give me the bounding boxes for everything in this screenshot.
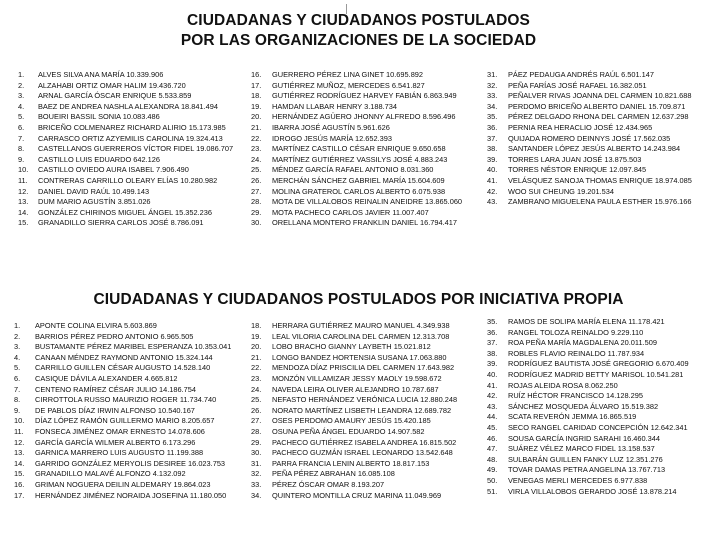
item-number: 37. (487, 338, 498, 348)
item-name: HERNÁNDEZ JIMÉNEZ NORAIDA JOSEFINA 11.180.050 (35, 490, 227, 500)
item-name: DÍAZ LÓPEZ RAMÓN GUILLERMO MARIO 8.205.657 (35, 416, 215, 426)
item-number: 3. (18, 91, 25, 101)
item-name: ARNAL GARCÍA ÓSCAR ENRIQUE 5.533.859 (38, 91, 192, 101)
item-name: GRANADILLO MALAVÉ ALFONZO 4.132.092 (35, 469, 186, 479)
item-name: PEÑA FARÍAS JOSÉ RAFAEL 16.382.051 (508, 80, 647, 90)
item-number: 51. (487, 486, 498, 496)
item-number: 41. (487, 380, 498, 390)
item-name: PÁEZ PEDAUGA ANDRÉS RAÚL 6.501.147 (508, 70, 654, 79)
item-number: 33. (487, 91, 498, 101)
item-name: HAMDAN LLABAR HENRY 3.188.734 (272, 101, 398, 111)
item-number: 26. (251, 405, 262, 415)
item-number: 7. (18, 133, 25, 143)
item-name: ZAMBRANO MIGUELENA PAULA ESTHER 15.976.166 (508, 197, 692, 207)
item-number: 15. (18, 218, 29, 228)
item-number: 5. (14, 363, 21, 373)
item-number: 27. (251, 416, 262, 426)
item-number: 45. (487, 422, 498, 432)
item-number: 30. (251, 218, 262, 228)
item-name: PERDOMO BRICEÑO ALBERTO DANIEL 15.709.871 (508, 101, 686, 111)
item-name: MÉNDEZ GARCÍA RAFAEL ANTONIO 8.031.360 (272, 165, 434, 175)
item-number: 27. (251, 186, 262, 196)
item-name: SCATA REVERÓN JEMMA 16.865.519 (508, 412, 637, 422)
item-name: CARRASCO ORTIZ AZYEMILIS CAROLINA 19.324.413 (38, 133, 223, 143)
item-name: RODRÍGUEZ MADRID BETTY MARISOL 10.541.281 (508, 369, 684, 379)
item-name: SULBARÁN GUILLEN FANKY LUZ 12.351.276 (508, 454, 663, 464)
item-number: 40. (487, 165, 498, 175)
item-number: 25. (251, 395, 262, 405)
item-name: RAMOS DE SOLIPA MARÍA ELENA 11.178.421 (508, 317, 665, 326)
item-name: SANTANDER LÓPEZ JESÚS ALBERTO 14.243.984 (508, 144, 681, 154)
item-name: PEÑA PÉREZ ABRAHAN 16.085.108 (272, 469, 395, 479)
item-name: MERCHÁN SÁNCHEZ GABRIEL MARÍA 15.604.609 (272, 175, 445, 185)
item-number: 18. (251, 91, 262, 101)
item-number: 43. (487, 197, 498, 207)
item-number: 3. (14, 342, 21, 352)
item-name: ROA PEÑA MARÍA MAGDALENA 20.011.509 (508, 338, 657, 348)
item-number: 28. (251, 426, 262, 436)
item-number: 1. (18, 70, 25, 79)
item-name: SUÁREZ VÉLEZ MARCO FIDEL 13.158.537 (508, 444, 655, 454)
item-number: 14. (18, 207, 29, 217)
item-name: CASIQUE DÁVILA ALEXANDER 4.665.812 (35, 373, 178, 383)
item-name: PARRA FRANCIA LENIN ALBERTO 18.817.153 (272, 458, 430, 468)
item-name: GUTIÉRREZ MUÑOZ, MERCEDES 6.541.827 (272, 80, 425, 90)
item-name: NEFASTO HERNÁNDEZ VERÓNICA LUCIA 12.880.248 (272, 395, 458, 405)
item-name: LOBO BRACHO GIANNY LAYBETH 15.021.812 (272, 342, 431, 352)
item-name: OSES PERDOMO AMAURY JESÚS 15.420.185 (272, 416, 431, 426)
item-number: 39. (487, 359, 498, 369)
item-number: 23. (251, 144, 262, 154)
item-number: 20. (251, 112, 262, 122)
item-name: LEAL VILORIA CAROLINA DEL CARMEN 12.313.708 (272, 331, 450, 341)
item-number: 34. (487, 101, 498, 111)
item-number: 24. (251, 384, 262, 394)
item-name: WOO SUI CHEUNG 19.201.534 (508, 186, 614, 196)
item-number: 32. (251, 469, 262, 479)
item-name: ROBLES FLAVIO REINALDO 11.787.934 (508, 348, 645, 358)
item-number: 37. (487, 133, 498, 143)
item-name: MOLINA GRATEROL CARLOS ALBERTO 6.075.938 (272, 186, 446, 196)
item-name: PERNIA REA HERACLIO JOSÉ 12.434.965 (508, 122, 653, 132)
item-number: 22. (251, 363, 262, 373)
item-name: SOUSA GARCÍA INGRID SARAHI 16.460.344 (508, 433, 660, 443)
item-name: SECO RANGEL CARIDAD CONCEPCIÓN 12.642.341 (508, 422, 688, 432)
item-name: CIRROTTOLA RUSSO MAURIZIO ROGER 11.734.740 (35, 395, 217, 405)
item-number: 21. (251, 352, 262, 362)
item-number: 11. (18, 175, 28, 185)
item-number: 40. (487, 369, 498, 379)
item-number: 29. (251, 437, 262, 447)
item-name: VELÁSQUEZ SANOJA THOMAS ENRIQUE 18.974.085 (508, 175, 692, 185)
item-name: TORRES LARA JUAN JOSÉ 13.875.503 (508, 154, 642, 164)
item-number: 30. (251, 448, 262, 458)
item-name: BAEZ DE ANDREA NASHLA ALEXANDRA 18.841.494 (38, 101, 218, 111)
item-name: MARTÍNEZ CASTILLO CÉSAR ENRIQUE 9.650.658 (272, 144, 446, 154)
item-name: APONTE COLINA ELVIRA 5.603.869 (35, 321, 157, 330)
item-name: DE PABLOS DÍAZ IRWIN ALFONSO 10.540.167 (35, 405, 195, 415)
item-number: 9. (18, 154, 25, 164)
item-number: 49. (487, 465, 498, 475)
item-number: 12. (18, 186, 29, 196)
item-name: MENDOZA DÍAZ PRISCILIA DEL CARMEN 17.643.982 (272, 363, 455, 373)
item-number: 18. (251, 321, 262, 330)
item-name: GARNICA MARRERO LUIS AUGUSTO 11.199.388 (35, 448, 204, 458)
item-number: 42. (487, 391, 498, 401)
item-number: 31. (251, 458, 262, 468)
item-number: 16. (14, 479, 25, 489)
item-number: 7. (14, 384, 21, 394)
item-number: 17. (14, 490, 25, 500)
item-name: TOVAR DAMAS PETRA ANGELINA 13.767.713 (508, 465, 666, 475)
item-number: 4. (18, 101, 25, 111)
item-name: PEÑALVER RIVAS JOANNA DEL CARMEN 10.821.688 (508, 91, 692, 101)
item-number: 36. (487, 327, 498, 337)
item-number: 1. (14, 321, 21, 330)
item-name: RUÍZ HÉCTOR FRANCISCO 14.128.295 (508, 391, 643, 401)
item-number: 48. (487, 454, 498, 464)
item-number: 13. (18, 197, 29, 207)
item-number: 23. (251, 373, 262, 383)
item-number: 38. (487, 144, 498, 154)
item-number: 8. (18, 144, 25, 154)
item-number: 42. (487, 186, 498, 196)
item-name: BARRIOS PÉREZ PEDRO ANTONIO 6.965.505 (35, 331, 194, 341)
item-name: PÉREZ ÓSCAR OMAR 8.193.207 (272, 479, 385, 489)
item-name: GUTIÉRREZ RODRÍGUEZ HARVEY FABIÁN 6.863.949 (272, 91, 457, 101)
item-number: 6. (18, 122, 25, 132)
item-name: BRICEÑO COLMENAREZ RICHARD ALIRIO 15.173.985 (38, 122, 226, 132)
item-number: 21. (251, 122, 262, 132)
item-number: 46. (487, 433, 498, 443)
item-name: IDROGO JESÚS MARÍA 12.652.393 (272, 133, 392, 143)
item-number: 38. (487, 348, 498, 358)
item-name: TORRES NÉSTOR ENRIQUE 12.097.845 (508, 165, 647, 175)
item-number: 2. (14, 331, 21, 341)
item-number: 33. (251, 479, 262, 489)
item-name: CARRILLO GUILLEN CÉSAR AUGUSTO 14.528.140 (35, 363, 211, 373)
item-name: GARCÍA GARCÍA WILMER ALBERTO 6.173.296 (35, 437, 196, 447)
item-number: 25. (251, 165, 262, 175)
item-name: MARTÍNEZ GUTIÉRREZ VASSILYS JOSÉ 4.883.243 (272, 154, 448, 164)
item-name: NORATO MARTÍNEZ LISBETH LEANDRA 12.689.782 (272, 405, 452, 415)
item-name: OSUNA PEÑA ÁNGEL EDUARDO 14.907.582 (272, 426, 425, 436)
item-number: 31. (487, 70, 498, 79)
section1-title-line2: POR LAS ORGANIZACIONES DE LA SOCIEDAD (180, 32, 537, 49)
item-number: 26. (251, 175, 262, 185)
item-number: 6. (14, 373, 21, 383)
item-number: 32. (487, 80, 498, 90)
item-name: CANAAN MÉNDEZ RAYMOND ANTONIO 15.324.144 (35, 352, 213, 362)
item-number: 47. (487, 444, 498, 454)
item-number: 15. (14, 469, 25, 479)
item-name: QUINTERO MONTILLA CRUZ MARINA 11.049.969 (272, 490, 442, 500)
item-name: HERNÁNDEZ AGÜERO JHONNY ALFREDO 8.596.496 (272, 112, 456, 122)
item-name: DANIEL DAVID RAÚL 10.499.143 (38, 186, 150, 196)
item-name: MOTA DE VILLALOBOS REINALIN ANEIDRE 13.865.060 (272, 197, 463, 207)
item-name: GRIMAN NOGUERA DEILIN ALDEMARY 19.864.023 (35, 479, 211, 489)
item-name: RANGEL TOLOZA REINALDO 9.229.110 (508, 327, 644, 337)
item-number: 10. (18, 165, 29, 175)
item-name: ALZAHABI ORTIZ OMAR HALIM 19.436.720 (38, 80, 186, 90)
item-number: 20. (251, 342, 262, 352)
item-name: IBARRA JOSÉ AGUSTÍN 5.961.626 (272, 122, 390, 132)
item-name: SÁNCHEZ MOSQUEDA ÁLVARO 15.519.382 (508, 401, 659, 411)
item-name: NAVEDA LEIRA OLIVER ALEJANDRO 10.787.687 (272, 384, 439, 394)
item-name: BUSTAMANTE PÉREZ MARIBEL ESPERANZA 10.353.041 (35, 342, 232, 352)
item-name: BOUEIRI BASSIL SONIA 10.083.486 (38, 112, 160, 122)
item-number: 13. (14, 448, 25, 458)
item-name: CASTILLO OVIEDO AURA ISABEL 7.906.490 (38, 165, 189, 175)
item-number: 11. (14, 426, 24, 436)
item-number: 12. (14, 437, 25, 447)
item-number: 8. (14, 395, 21, 405)
item-name: GARRIDO GONZÁLEZ MERYOLIS DESIREE 16.023.753 (35, 458, 226, 468)
section1-title-line1: CIUDADANAS Y CIUDADANOS POSTULADOS (187, 12, 530, 29)
item-name: CASTELLANOS GUERREROS VÍCTOR FIDEL 19.086.707 (38, 144, 234, 154)
item-number: 9. (14, 405, 21, 415)
item-name: GUERRERO PÉREZ LINA GINET 10.695.892 (272, 70, 424, 79)
item-number: 35. (487, 317, 498, 326)
item-number: 34. (251, 490, 262, 500)
item-name: PACHECO GUTIÉRREZ ISABELA ANDREA 16.815.502 (272, 437, 457, 447)
item-number: 4. (14, 352, 21, 362)
item-number: 5. (18, 112, 25, 122)
item-number: 24. (251, 154, 262, 164)
item-name: ORELLANA MONTERO FRANKLIN DANIEL 16.794.417 (272, 218, 457, 228)
item-name: ROJAS ALEIDA ROSA 8.062.250 (508, 380, 618, 390)
item-number: 44. (487, 412, 498, 422)
item-number: 14. (14, 458, 25, 468)
item-name: VENEGAS MERLI MERCEDES 6.977.838 (508, 475, 648, 485)
item-name: ALVES SILVA ANA MARÍA 10.339.906 (38, 70, 164, 79)
section2-title: CIUDADANAS Y CIUDADANOS POSTULADOS POR INICIATIVA PROPIA (93, 291, 624, 308)
item-name: MOTA PACHECO CARLOS JAVIER 11.007.407 (272, 207, 429, 217)
item-number: 36. (487, 122, 498, 132)
item-name: RODRÍGUEZ BAUTISTA JOSÉ GREGORIO 6.670.409 (508, 359, 689, 369)
item-number: 17. (251, 80, 262, 90)
item-number: 35. (487, 112, 498, 122)
item-name: PÉREZ DELGADO RHONA DEL CARMEN 12.637.298 (508, 112, 689, 122)
item-name: PACHECO GUZMÁN ISRAEL LEONARDO 13.542.648 (272, 448, 453, 458)
item-name: DUM MARIO AGUSTÍN 3.851.026 (38, 197, 151, 207)
item-name: CASTILLO LUIS EDUARDO 642.126 (38, 154, 160, 164)
item-number: 19. (251, 331, 262, 341)
item-name: CENTENO RAMÍREZ CÉSAR JULIO 14.186.754 (35, 384, 197, 394)
item-name: QUIJADA ROMERO DEINNYS JOSÉ 17.562.035 (508, 133, 671, 143)
item-number: 10. (14, 416, 25, 426)
item-name: GONZÁLEZ CHIRINOS MIGUEL ÁNGEL 15.352.236 (38, 207, 213, 217)
item-name: FONSECA JIMÉNEZ OMAR ERNESTO 14.078.606 (35, 426, 205, 436)
item-name: MONZÓN VILLAMIZAR JESSY MAOLY 19.598.672 (272, 373, 442, 383)
item-number: 29. (251, 207, 262, 217)
item-number: 22. (251, 133, 262, 143)
item-number: 39. (487, 154, 498, 164)
item-name: HERRARA GUTIÉRREZ MAURO MANUEL 4.349.938 (272, 321, 450, 330)
item-number: 2. (18, 80, 25, 90)
item-name: CONTRERAS CARRILLO OLEARY ELÍAS 10.280.982 (38, 175, 218, 185)
item-number: 50. (487, 475, 498, 485)
item-number: 28. (251, 197, 262, 207)
item-name: GRANADILLO SIERRA CARLOS JOSÉ 8.786.091 (38, 218, 204, 228)
item-name: VIRLA VILLALOBOS GERARDO JOSÉ 13.878.214 (508, 486, 677, 496)
item-name: LONGO BANDEZ HORTENSIA SUSANA 17.063.880 (272, 352, 447, 362)
item-number: 41. (487, 175, 498, 185)
item-number: 19. (251, 101, 262, 111)
item-number: 43. (487, 401, 498, 411)
item-number: 16. (251, 70, 262, 79)
